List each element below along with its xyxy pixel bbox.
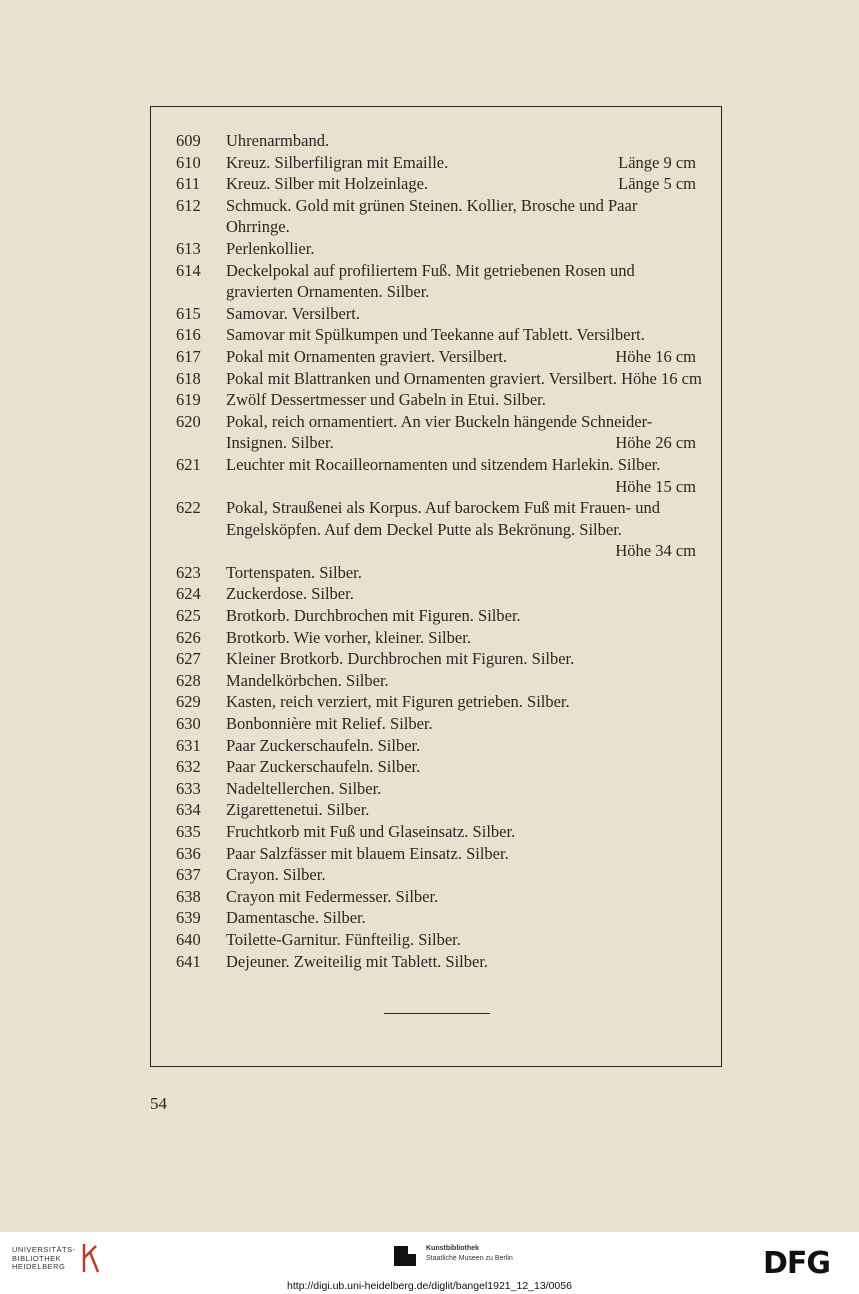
entry-description [226,303,696,325]
catalog-entry [176,130,696,152]
catalog-entry [176,411,696,454]
entry-description [226,346,696,368]
entry-text: Brotkorb. Durchbrochen mit Figuren. Silber. [226,606,521,626]
entry-dimension: Länge 5 cm [618,174,696,194]
kunstbibliothek-label [426,1244,513,1264]
entry-number: 614 [176,260,201,280]
entry-text: Insignen. Silber. [226,433,334,453]
entry-text: Uhrenarmband. [226,131,330,150]
catalog-entry [176,173,696,195]
entry-text: Brotkorb. Wie vorher, kleiner. Silber. [226,627,471,647]
entry-text: Fruchtkorb mit Fuß und Glaseinsatz. Silber. [226,822,516,841]
entry-line [226,519,696,541]
entry-description [226,130,696,152]
entry-line [226,713,696,735]
entry-description [226,605,696,627]
entry-number: 626 [176,627,201,647]
entry-description [226,951,696,973]
entry-text: Zuckerdose. Silber. [226,584,354,604]
entry-number: 629 [176,692,201,712]
entry-description [226,843,696,865]
entry-number: 613 [176,238,201,258]
entry-line [226,195,696,217]
catalog-entry [176,735,696,757]
entry-text: Kreuz. Silberfiligran mit Emaille. [226,152,449,172]
entry-number: 627 [176,649,201,669]
entry-line [226,432,696,454]
entry-line [226,670,696,692]
kb-subtitle: Staatliche Museen zu Berlin [426,1255,513,1262]
entry-text: Paar Zuckerschaufeln. Silber. [226,735,421,755]
entry-line [226,886,696,908]
entry-line [226,627,696,649]
entry-text: Kreuz. Silber mit Holzeinlage. [226,174,429,194]
entry-description [226,562,696,584]
catalog-entry [176,324,696,346]
entry-text: Pokal mit Ornamenten graviert. Versilbert. [226,346,508,366]
entry-text: Pokal, Straußenei als Korpus. Auf barockem Fuß mit Frauen- und [226,498,660,518]
entry-line [226,389,696,411]
dfg-logo: DFG [763,1246,831,1281]
entry-number: 609 [176,131,201,150]
entry-line [226,648,696,670]
entry-text: Toilette-Garnitur. Fünfteilig. Silber. [226,929,461,949]
entry-number: 636 [176,843,201,863]
university-logo-icon [80,1242,102,1274]
entry-description [226,907,696,929]
entry-line [226,454,696,476]
entry-number: 620 [176,411,201,431]
catalog-entry [176,886,696,908]
entry-line [226,562,696,584]
entry-number: 628 [176,670,201,690]
catalog-entry [176,454,696,497]
entry-number: 637 [176,865,201,885]
catalog-entry [176,605,696,627]
entry-number: 617 [176,346,201,366]
page-number: 54 [150,1094,167,1113]
entry-description [226,195,696,238]
entry-line [226,907,696,929]
entry-description [226,411,696,454]
entry-text: Zigarettenetui. Silber. [226,800,370,820]
entry-line [226,756,696,778]
entry-text: Paar Zuckerschaufeln. Silber. [226,757,421,777]
entry-text: Dejeuner. Zweiteilig mit Tablett. Silber. [226,951,489,971]
university-line-1: UNIVERSITÄTS- [12,1245,76,1254]
catalog-entry [176,497,696,562]
entry-text: Kasten, reich verziert, mit Figuren getrieben. Silber. [226,692,570,712]
entry-dimension: Länge 9 cm [618,152,696,172]
entry-description [226,756,696,778]
catalog-entry [176,670,696,692]
entry-description [226,627,696,649]
entry-text: Crayon mit Federmesser. Silber. [226,886,439,906]
entry-line [226,216,696,238]
entry-number: 630 [176,714,201,734]
entry-text: Ohrringe. [226,217,290,237]
entry-line [226,260,696,282]
entry-description [226,713,696,735]
entry-number: 618 [176,368,201,388]
entry-text: Nadeltellerchen. Silber. [226,778,382,798]
catalog-entry [176,821,696,843]
entry-number: 633 [176,778,201,798]
entry-number: 625 [176,606,201,626]
entry-text: Schmuck. Gold mit grünen Steinen. Kollier, Brosche und Paar [226,195,638,215]
catalog-entry [176,864,696,886]
entry-text: Deckelpokal auf profiliertem Fuß. Mit getriebenen Rosen und [226,260,635,280]
entry-number: 619 [176,390,201,410]
entry-description [226,864,696,886]
university-line-3: HEIDELBERG [12,1262,66,1271]
catalog-entry [176,260,696,303]
entry-line [226,929,696,951]
entry-line [226,476,696,498]
entry-number: 638 [176,886,201,906]
entry-line [226,411,696,433]
entry-line [226,368,702,390]
catalog-entry [176,389,696,411]
entry-line [226,605,696,627]
entry-number: 610 [176,152,201,172]
entry-number: 639 [176,908,201,928]
entry-number: 623 [176,562,201,582]
entry-text: Paar Salzfässer mit blauem Einsatz. Silber. [226,843,509,863]
entry-text: Mandelkörbchen. Silber. [226,670,389,690]
entry-number: 641 [176,951,201,971]
entry-description [226,929,696,951]
entry-line [226,346,696,368]
separator-rule [384,1013,490,1014]
entry-text: Samovar mit Spülkumpen und Teekanne auf Tablett. Versilbert. [226,325,645,345]
entry-line [226,540,696,562]
entry-number: 634 [176,800,201,820]
entry-description [226,368,702,390]
entry-description [226,583,696,605]
entry-description [226,238,696,260]
entry-text: Zwölf Dessertmesser und Gabeln in Etui. Silber. [226,390,546,410]
entry-line [226,864,696,886]
source-url[interactable]: http://digi.ub.uni-heidelberg.de/diglit/bangel1921_12_13/0056 [287,1280,572,1292]
entry-text: Engelsköpfen. Auf dem Deckel Putte als Bekrönung. Silber. [226,519,622,539]
entry-description [226,152,696,174]
entry-line [226,778,696,800]
entry-description [226,260,696,303]
catalog-entry [176,152,696,174]
catalog-entry [176,583,696,605]
catalog-entry [176,627,696,649]
entry-text: Pokal, reich ornamentiert. An vier Buckeln hängende Schneider- [226,411,653,431]
entry-line [226,843,696,865]
entry-description [226,454,696,497]
catalog-entry [176,929,696,951]
entry-line [226,799,696,821]
viewer-footer [0,1232,859,1294]
entry-description [226,648,696,670]
entry-dimension: Höhe 34 cm [615,541,696,561]
catalog-entry [176,303,696,325]
catalog-entry [176,195,696,238]
catalog-entry [176,756,696,778]
entry-line [226,303,696,325]
entry-number: 631 [176,735,201,755]
catalog-entry [176,238,696,260]
entry-number: 624 [176,584,201,604]
kunstbibliothek-logo-icon [394,1244,416,1266]
catalog-entry [176,713,696,735]
entry-text: Tortenspaten. Silber. [226,562,362,582]
entry-dimension: Höhe 15 cm [615,476,696,496]
entry-number: 615 [176,303,201,323]
catalog-entries [176,130,702,972]
entry-line [226,583,696,605]
entry-text: Bonbonnière mit Relief. Silber. [226,714,433,734]
entry-line [226,173,696,195]
university-library-label [12,1246,76,1272]
entry-line [226,951,696,973]
catalog-entry [176,562,696,584]
catalog-entry [176,368,702,390]
entry-description [226,497,696,562]
entry-dimension: Höhe 16 cm [615,346,696,366]
entry-description [226,173,696,195]
entry-line [226,152,696,174]
entry-description [226,778,696,800]
entry-text: Damentasche. Silber. [226,908,366,928]
entry-line [226,324,696,346]
entry-description [226,821,696,843]
entry-dimension: Höhe 26 cm [615,433,696,453]
kb-title: Kunstbibliothek [426,1245,479,1252]
entry-text: Crayon. Silber. [226,865,326,885]
entry-line [226,691,696,713]
entry-description [226,735,696,757]
entry-description [226,670,696,692]
entry-number: 621 [176,454,201,474]
entry-number: 632 [176,757,201,777]
entry-description [226,324,696,346]
entry-line [226,130,696,152]
entry-line [226,281,696,303]
entry-line [226,497,696,519]
university-line-2: BIBLIOTHEK [12,1253,62,1263]
entry-number: 622 [176,498,201,518]
entry-text: Perlenkollier. [226,238,315,258]
entry-text: gravierten Ornamenten. Silber. [226,282,430,302]
entry-description [226,799,696,821]
catalog-entry [176,799,696,821]
entry-text: Kleiner Brotkorb. Durchbrochen mit Figuren. Silber. [226,649,575,669]
entry-number: 612 [176,195,201,215]
entry-description [226,389,696,411]
entry-text: Samovar. Versilbert. [226,303,360,323]
entry-text: Pokal mit Blattranken und Ornamenten graviert. Versilbert. Höhe 16 cm [226,368,702,388]
entry-text: Leuchter mit Rocailleornamenten und sitzendem Harlekin. Silber. [226,454,661,474]
catalog-entry [176,691,696,713]
entry-number: 640 [176,929,201,949]
entry-description [226,691,696,713]
entry-description [226,886,696,908]
catalog-entry [176,907,696,929]
entry-number: 635 [176,822,201,841]
catalog-entry [176,843,696,865]
catalog-entry [176,951,696,973]
catalog-entry [176,648,696,670]
entry-number: 616 [176,325,201,345]
catalog-entry [176,778,696,800]
entry-number: 611 [176,174,201,194]
entry-line [226,735,696,757]
entry-line [226,821,696,843]
catalog-entry [176,346,696,368]
entry-line [226,238,696,260]
